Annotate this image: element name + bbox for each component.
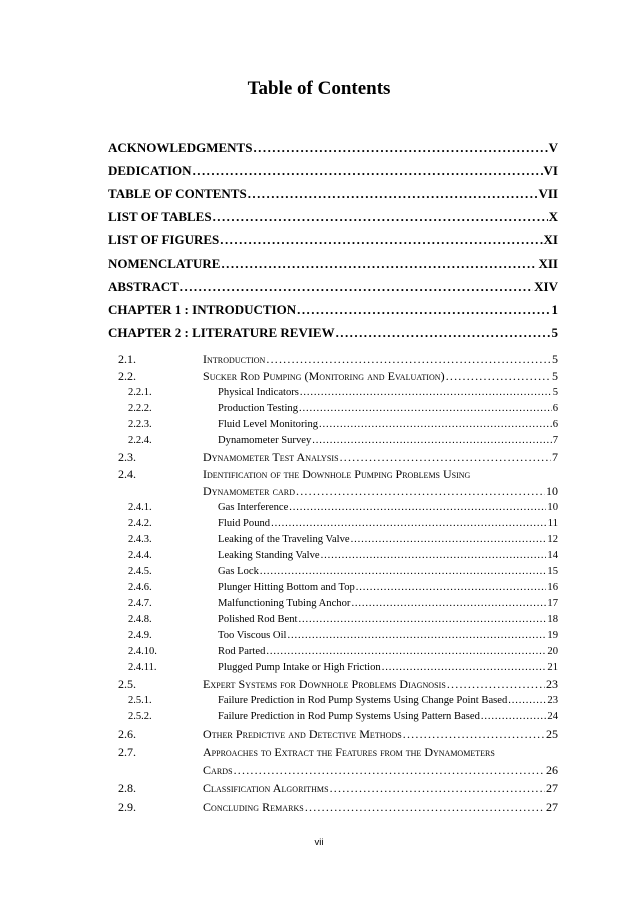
toc-entry [108, 140, 558, 156]
toc-subsection [218, 517, 558, 531]
toc-subsection-label: Physical Indicators [218, 387, 299, 398]
dot-leader [330, 781, 545, 796]
toc-subsection-page: 11 [547, 518, 558, 529]
toc-subsection-label: Plugged Pump Intake or High Friction [218, 662, 381, 673]
toc-entry [108, 325, 558, 341]
dot-leader [297, 302, 550, 318]
toc-subsection [218, 694, 558, 708]
toc-entry [108, 209, 558, 225]
dot-leader [312, 434, 551, 448]
toc-entry-page: XI [543, 232, 558, 247]
toc-subsection-page: 12 [547, 534, 558, 545]
toc-section-page: 27 [546, 800, 558, 814]
toc-section-label-line1: Approaches to Extract the Features from the Dynamometers [203, 745, 495, 759]
dot-leader [289, 501, 546, 515]
toc-subsection-page: 15 [547, 566, 558, 577]
dot-leader [271, 517, 547, 531]
dot-leader [260, 565, 547, 579]
toc-subsection [218, 645, 558, 659]
toc-subsection [218, 710, 558, 724]
toc-section-page: 27 [546, 781, 558, 795]
toc-subsection [218, 434, 558, 448]
toc-subsection-page: 10 [547, 502, 558, 513]
dot-leader [382, 661, 547, 675]
toc-subsection-page: 17 [547, 598, 558, 609]
toc-entry-label: CHAPTER 1 : INTRODUCTION [108, 302, 297, 317]
toc-section-label: Dynamometer Test Analysis [203, 450, 339, 464]
toc-subsection [218, 613, 558, 627]
toc-section [203, 369, 558, 384]
toc-subsection-label: Gas Interference [218, 502, 289, 513]
toc-subsection-label: Leaking Standing Valve [218, 550, 320, 561]
toc-entry-page: V [548, 140, 558, 155]
toc-subsection [218, 386, 558, 400]
dot-leader [193, 163, 543, 179]
section-number: 2.1. [118, 352, 136, 366]
toc-entry-page: VI [543, 163, 558, 178]
toc-section [203, 484, 558, 499]
subsection-number: 2.4.9. [128, 630, 152, 641]
page-number-footer: vii [314, 837, 324, 848]
dot-leader [356, 581, 547, 595]
dot-leader [266, 645, 546, 659]
toc-subsection-page: 18 [547, 614, 558, 625]
toc-section-label: Dynamometer card [203, 484, 296, 498]
toc-entry [108, 163, 558, 179]
toc-entry-label: ABSTRACT [108, 279, 179, 294]
toc-entry-label: TABLE OF CONTENTS [108, 186, 247, 201]
toc-subsection-page: 21 [547, 662, 558, 673]
dot-leader [508, 694, 546, 708]
toc-subsection [218, 501, 558, 515]
toc-section [203, 781, 558, 796]
subsection-number: 2.4.1. [128, 502, 152, 513]
toc-subsection-page: 20 [547, 646, 558, 657]
dot-leader [300, 386, 552, 400]
dot-leader [446, 369, 551, 384]
toc-section [203, 763, 558, 778]
dot-leader [213, 209, 548, 225]
dot-leader [180, 279, 533, 295]
section-number: 2.7. [118, 745, 136, 759]
toc-entry-page: VII [538, 186, 558, 201]
dot-leader [296, 484, 545, 499]
toc-subsection-page: 23 [547, 695, 558, 706]
toc-subsection-page: 16 [547, 582, 558, 593]
toc-section-page: 25 [546, 727, 558, 741]
toc-subsection-label: Production Testing [218, 403, 298, 414]
dot-leader [298, 613, 546, 627]
toc-section-page: 26 [546, 763, 558, 777]
subsection-number: 2.4.2. [128, 518, 152, 529]
toc-section [203, 450, 558, 465]
toc-subsection-label: Gas Lock [218, 566, 259, 577]
toc-section-page: 23 [546, 677, 558, 691]
section-number: 2.4. [118, 467, 136, 481]
page-title: Table of Contents [247, 78, 391, 99]
subsection-number: 2.4.8. [128, 614, 152, 625]
toc-section-page: 5 [552, 352, 558, 366]
toc-section [203, 800, 558, 815]
subsection-number: 2.4.7. [128, 598, 152, 609]
toc-entry-page: X [548, 209, 558, 224]
toc-entry-page: 5 [551, 325, 558, 340]
subsection-number: 2.2.4. [128, 435, 152, 446]
toc-subsection [218, 565, 558, 579]
dot-leader [220, 232, 542, 248]
section-number: 2.8. [118, 781, 136, 795]
toc-subsection-label: Too Viscous Oil [218, 630, 287, 641]
toc-subsection-label: Failure Prediction in Rod Pump Systems Using Pattern Based [218, 711, 480, 722]
dot-leader [266, 352, 551, 367]
subsection-number: 2.2.1. [128, 387, 152, 398]
toc-section-label: Concluding Remarks [203, 800, 304, 814]
toc-subsection-page: 14 [547, 550, 558, 561]
section-number: 2.2. [118, 369, 136, 383]
toc-subsection-label: Leaking of the Traveling Valve [218, 534, 350, 545]
toc-section-label: Sucker Rod Pumping (Monitoring and Evaluation) [203, 369, 445, 383]
toc-subsection [218, 629, 558, 643]
dot-leader [351, 597, 546, 611]
toc-entry [108, 256, 558, 272]
subsection-number: 2.4.10. [128, 646, 157, 657]
dot-leader [305, 800, 545, 815]
toc-section-page: 10 [546, 484, 558, 498]
toc-entry-label: LIST OF FIGURES [108, 232, 220, 247]
dot-leader [403, 727, 545, 742]
toc-section [203, 352, 558, 367]
toc-subsection-page: 6 [552, 419, 558, 430]
toc-subsection [218, 533, 558, 547]
toc-subsection [218, 581, 558, 595]
section-number: 2.5. [118, 677, 136, 691]
dot-leader [340, 450, 551, 465]
toc-entry-page: 1 [551, 302, 558, 317]
toc-subsection-label: Plunger Hitting Bottom and Top [218, 582, 355, 593]
dot-leader [248, 186, 538, 202]
toc-section-page: 7 [552, 450, 558, 464]
toc-section-label: Introduction [203, 352, 266, 366]
dot-leader [481, 710, 547, 724]
toc-section [203, 727, 558, 742]
toc-entry [108, 279, 558, 295]
toc-entry-page: XII [538, 256, 558, 271]
toc-entry-label: NOMENCLATURE [108, 256, 221, 271]
toc-subsection [218, 661, 558, 675]
toc-entry-label: CHAPTER 2 : LITERATURE REVIEW [108, 325, 335, 340]
subsection-number: 2.2.2. [128, 403, 152, 414]
toc-entry-label: DEDICATION [108, 163, 192, 178]
dot-leader [351, 533, 547, 547]
dot-leader [336, 325, 551, 341]
dot-leader [287, 629, 546, 643]
toc-subsection [218, 597, 558, 611]
toc-section-label-line1: Identification of the Downhole Pumping Problems Using [203, 467, 471, 481]
toc-subsection-page: 19 [547, 630, 558, 641]
dot-leader [319, 418, 552, 432]
toc-subsection [218, 418, 558, 432]
toc-subsection-label: Polished Rod Bent [218, 614, 298, 625]
dot-leader [299, 402, 552, 416]
subsection-number: 2.4.5. [128, 566, 152, 577]
subsection-number: 2.5.2. [128, 711, 152, 722]
subsection-number: 2.5.1. [128, 695, 152, 706]
toc-subsection-label: Malfunctioning Tubing Anchor [218, 598, 351, 609]
toc-subsection [218, 402, 558, 416]
subsection-number: 2.2.3. [128, 419, 152, 430]
toc-section-label: Cards [203, 763, 233, 777]
toc-entry [108, 302, 558, 318]
toc-entry-label: ACKNOWLEDGMENTS [108, 140, 253, 155]
toc-section-label: Classification Algorithms [203, 781, 329, 795]
toc-entry-label: LIST OF TABLES [108, 209, 212, 224]
section-number: 2.6. [118, 727, 136, 741]
toc-subsection-page: 5 [552, 387, 558, 398]
section-number: 2.3. [118, 450, 136, 464]
toc-section-label: Expert Systems for Downhole Problems Diagnosis [203, 677, 446, 691]
toc-entry [108, 232, 558, 248]
toc-subsection-label: Failure Prediction in Rod Pump Systems Using Change Point Based [218, 695, 508, 706]
dot-leader [321, 549, 547, 563]
dot-leader [447, 677, 545, 692]
toc-subsection-label: Rod Parted [218, 646, 266, 657]
section-number: 2.9. [118, 800, 136, 814]
toc-subsection-label: Dynamometer Survey [218, 435, 312, 446]
toc-subsection-page: 6 [552, 403, 558, 414]
toc-subsection-page: 7 [552, 435, 558, 446]
subsection-number: 2.4.11. [128, 662, 157, 673]
toc-subsection-label: Fluid Pound [218, 518, 271, 529]
toc-subsection [218, 549, 558, 563]
subsection-number: 2.4.6. [128, 582, 152, 593]
toc-entry [108, 186, 558, 202]
toc-section-page: 5 [552, 369, 558, 383]
toc-entry-page: XIV [534, 279, 558, 294]
dot-leader [221, 256, 537, 272]
subsection-number: 2.4.3. [128, 534, 152, 545]
dot-leader [234, 763, 545, 778]
toc-subsection-label: Fluid Level Monitoring [218, 419, 319, 430]
toc-subsection-page: 24 [547, 711, 558, 722]
toc-section [203, 677, 558, 692]
subsection-number: 2.4.4. [128, 550, 152, 561]
dot-leader [253, 140, 547, 156]
toc-section-label: Other Predictive and Detective Methods [203, 727, 402, 741]
